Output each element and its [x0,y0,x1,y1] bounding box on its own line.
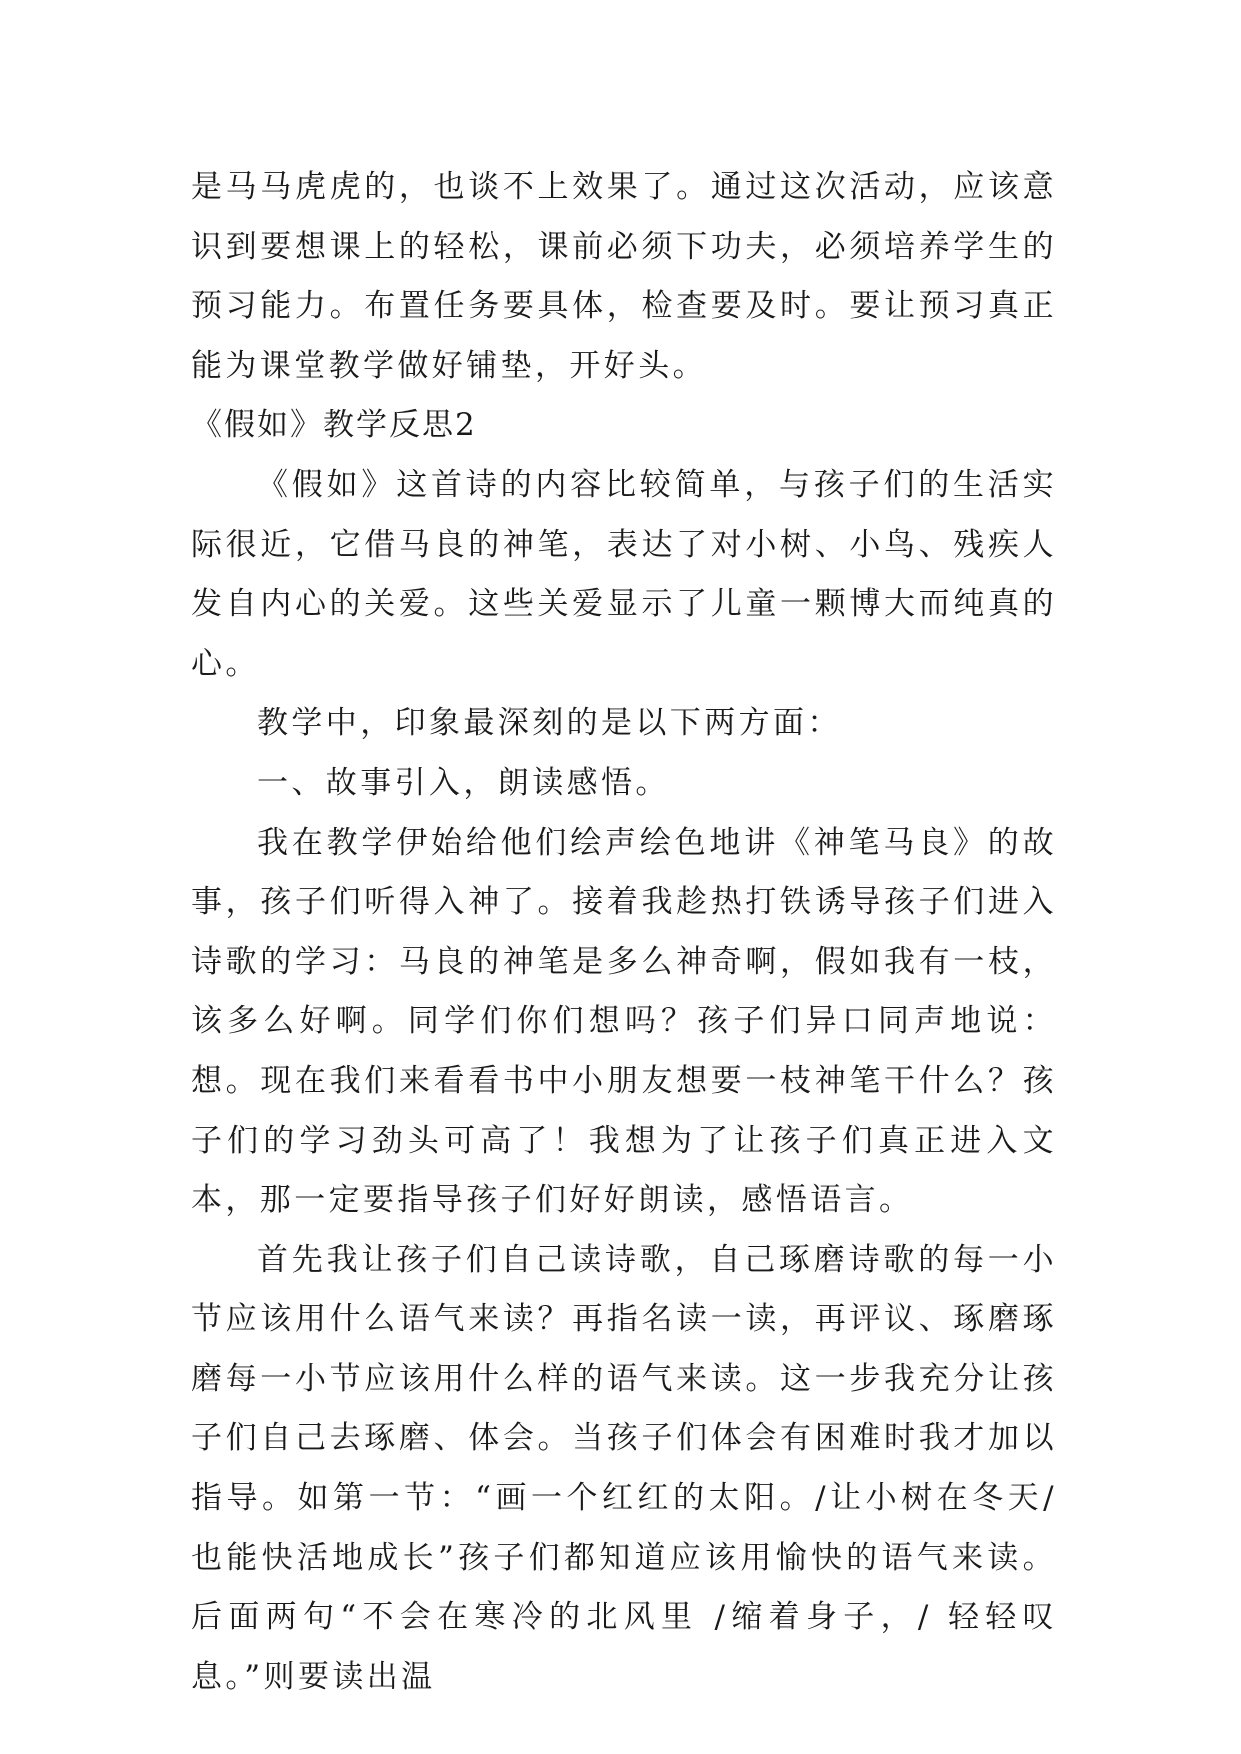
paragraph-story: 我在教学伊始给他们绘声绘色地讲《神笔马良》的故事，孩子们听得入神了。接着我趁热打铁诱导孩子们进入诗歌的学习：马良的神笔是多么神奇啊，假如我有一枝，该多么好啊。同学们你们想吗？孩子们异口同声地说：想。现在我们来看看书中小朋友想要一枝神笔干什么？孩子们的学习劲头可高了！我想为了让孩子们真正进入文本，那一定要指导孩子们好好朗读，感悟语言。 [191,824,1057,1219]
paragraph-teaching-impression: 教学中，印象最深刻的是以下两方面： [257,705,842,742]
section-heading: 《假如》教学反思2 [191,407,477,444]
paragraph-continuation: 是马马虎虎的，也谈不上效果了。通过这次活动，应该意识到要想课上的轻松，课前必须下功夫，必须培养学生的预习能力。布置任务要具体，检查要及时。要让预习真正能为课堂教学做好铺垫，开好头。 [191,169,1057,384]
document-body [191,158,1057,1707]
paragraph-intro: 《假如》这首诗的内容比较简单，与孩子们的生活实际很近，它借马良的神笔，表达了对小树、小鸟、残疾人发自内心的关爱。这些关爱显示了儿童一颗博大而纯真的心。 [191,466,1057,682]
paragraph-reading: 首先我让孩子们自己读诗歌，自己琢磨诗歌的每一小节应该用什么语气来读？再指名读一读，再评议、琢磨琢磨每一小节应该用什么样的语气来读。这一步我充分让孩子们自己去琢磨、体会。当孩子们体会有困难时我才加以指导。如第一节：“画一个红红的太阳。/让小树在冬天/ 也能快活地成长”孩子们都知道应该用愉快的语气来读。后面两句“不会在寒冷的北风里 /缩着身子，/ 轻轻叹息。”则要读出温 [191,1241,1057,1695]
paragraph-point-one: 一、故事引入，朗读感悟。 [257,764,670,801]
